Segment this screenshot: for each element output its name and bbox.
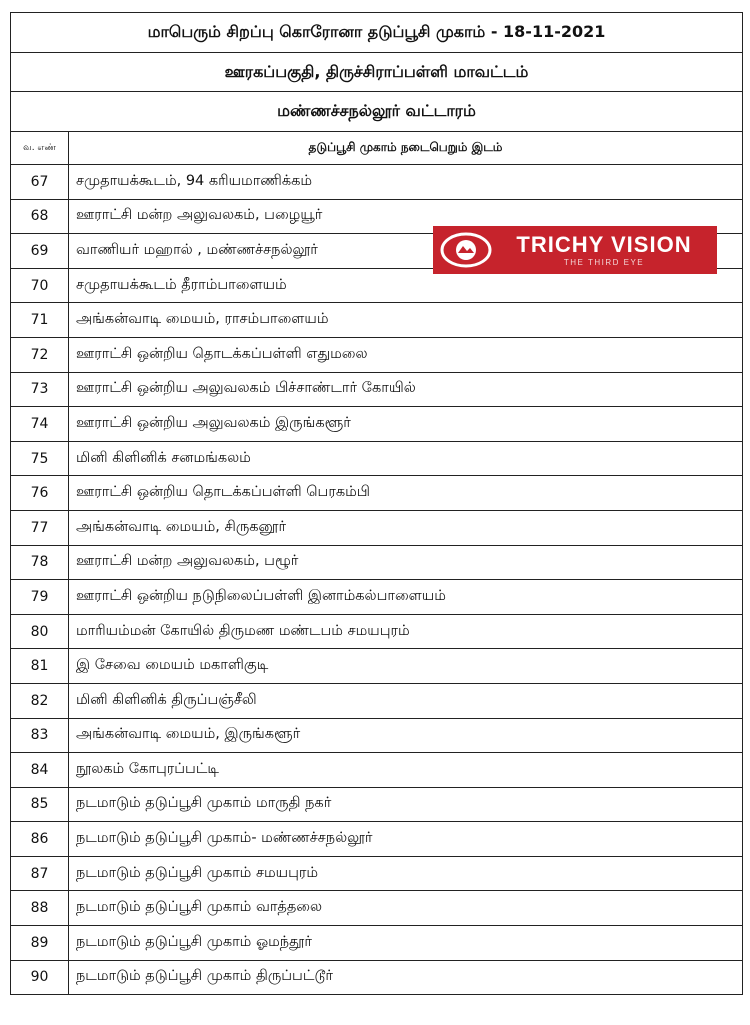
row-serial-number: 79	[11, 580, 69, 615]
row-place: ஊராட்சி ஒன்றிய அலுவலகம் இருங்களூர்	[69, 407, 743, 442]
row-serial-number: 70	[11, 268, 69, 303]
row-place: அங்கன்வாடி மையம், ராசம்பாளையம்	[69, 303, 743, 338]
table-row	[11, 926, 743, 961]
table-row	[11, 372, 743, 407]
row-serial-number: 74	[11, 407, 69, 442]
table-row	[11, 614, 743, 649]
row-place: இ சேவை மையம் மகாளிகுடி	[69, 649, 743, 684]
row-place: ஊராட்சி ஒன்றிய தொடக்கப்பள்ளி எதுமலை	[69, 337, 743, 372]
row-place: மினி கிளினிக் சனமங்கலம்	[69, 441, 743, 476]
row-place: நடமாடும் தடுப்பூசி முகாம் வாத்தலை	[69, 891, 743, 926]
row-place: நடமாடும் தடுப்பூசி முகாம் ஓமந்தூர்	[69, 926, 743, 961]
row-serial-number: 73	[11, 372, 69, 407]
row-serial-number: 90	[11, 960, 69, 995]
row-serial-number: 83	[11, 718, 69, 753]
table-row	[11, 407, 743, 442]
table-row	[11, 787, 743, 822]
row-place: சமுதாயக்கூடம், 94 கரியமாணிக்கம்	[69, 165, 743, 200]
row-serial-number: 69	[11, 234, 69, 269]
column-header-row	[11, 132, 743, 165]
row-serial-number: 68	[11, 199, 69, 234]
row-place: அங்கன்வாடி மையம், சிருகனூர்	[69, 510, 743, 545]
table-row	[11, 718, 743, 753]
camp-table	[10, 12, 743, 995]
table-row	[11, 510, 743, 545]
row-serial-number: 81	[11, 649, 69, 684]
row-serial-number: 72	[11, 337, 69, 372]
district-title: ஊரகப்பகுதி, திருச்சிராப்பள்ளி மாவட்டம்	[11, 53, 743, 92]
row-serial-number: 89	[11, 926, 69, 961]
camp-list-sheet	[10, 12, 742, 995]
serial-column-header: வ. எண்	[11, 132, 69, 165]
row-place: அங்கன்வாடி மையம், இருங்களூர்	[69, 718, 743, 753]
eye-logo-icon	[433, 226, 499, 274]
row-place: நடமாடும் தடுப்பூசி முகாம் மாருதி நகர்	[69, 787, 743, 822]
row-serial-number: 85	[11, 787, 69, 822]
row-serial-number: 67	[11, 165, 69, 200]
table-row	[11, 891, 743, 926]
row-serial-number: 84	[11, 753, 69, 788]
row-serial-number: 82	[11, 683, 69, 718]
watermark-tagline: THE THIRD EYE	[563, 258, 645, 267]
row-place: சமுதாயக்கூடம் தீராம்பாளையம்	[69, 268, 743, 303]
row-serial-number: 87	[11, 856, 69, 891]
row-serial-number: 86	[11, 822, 69, 857]
table-body	[11, 165, 743, 995]
row-serial-number: 76	[11, 476, 69, 511]
table-row	[11, 856, 743, 891]
row-place: நடமாடும் தடுப்பூசி முகாம் திருப்பட்டூர்	[69, 960, 743, 995]
table-row	[11, 545, 743, 580]
trichy-vision-watermark	[433, 226, 717, 274]
row-place: நடமாடும் தடுப்பூசி முகாம்- மண்ணச்சநல்லூர்	[69, 822, 743, 857]
row-serial-number: 77	[11, 510, 69, 545]
table-row	[11, 580, 743, 615]
table-row	[11, 441, 743, 476]
table-row	[11, 303, 743, 338]
row-serial-number: 71	[11, 303, 69, 338]
row-place: ஊராட்சி ஒன்றிய நடுநிலைப்பள்ளி இனாம்கல்பாளையம்	[69, 580, 743, 615]
row-serial-number: 88	[11, 891, 69, 926]
row-place: நடமாடும் தடுப்பூசி முகாம் சமயபுரம்	[69, 856, 743, 891]
row-place: மாரியம்மன் கோயில் திருமண மண்டபம் சமயபுரம்	[69, 614, 743, 649]
row-serial-number: 78	[11, 545, 69, 580]
table-row	[11, 753, 743, 788]
district-row	[11, 53, 743, 92]
row-place: ஊராட்சி ஒன்றிய தொடக்கப்பள்ளி பெரகம்பி	[69, 476, 743, 511]
table-row	[11, 165, 743, 200]
table-row	[11, 476, 743, 511]
block-title: மண்ணச்சநல்லூர் வட்டாரம்	[11, 92, 743, 132]
row-place: நூலகம் கோபுரப்பட்டி	[69, 753, 743, 788]
table-row	[11, 960, 743, 995]
table-row	[11, 337, 743, 372]
block-row	[11, 92, 743, 132]
page-title: மாபெரும் சிறப்பு கொரோனா தடுப்பூசி முகாம் - 18-11-2021	[11, 13, 743, 53]
row-place: ஊராட்சி ஒன்றிய அலுவலகம் பிச்சாண்டார் கோயில்	[69, 372, 743, 407]
row-serial-number: 80	[11, 614, 69, 649]
row-serial-number: 75	[11, 441, 69, 476]
row-place: ஊராட்சி மன்ற அலுவலகம், பழையூர்	[69, 199, 743, 234]
row-place: மினி கிளினிக் திருப்பஞ்சீலி	[69, 683, 743, 718]
table-row	[11, 683, 743, 718]
watermark-brand: TRICHY VISION	[516, 232, 692, 257]
table-row	[11, 649, 743, 684]
table-row	[11, 822, 743, 857]
row-place: வாணியர் மஹால் , மண்ணச்சநல்லூர்	[69, 234, 743, 269]
title-row	[11, 13, 743, 53]
row-place: ஊராட்சி மன்ற அலுவலகம், பழூர்	[69, 545, 743, 580]
place-column-header: தடுப்பூசி முகாம் நடைபெறும் இடம்	[69, 132, 743, 165]
